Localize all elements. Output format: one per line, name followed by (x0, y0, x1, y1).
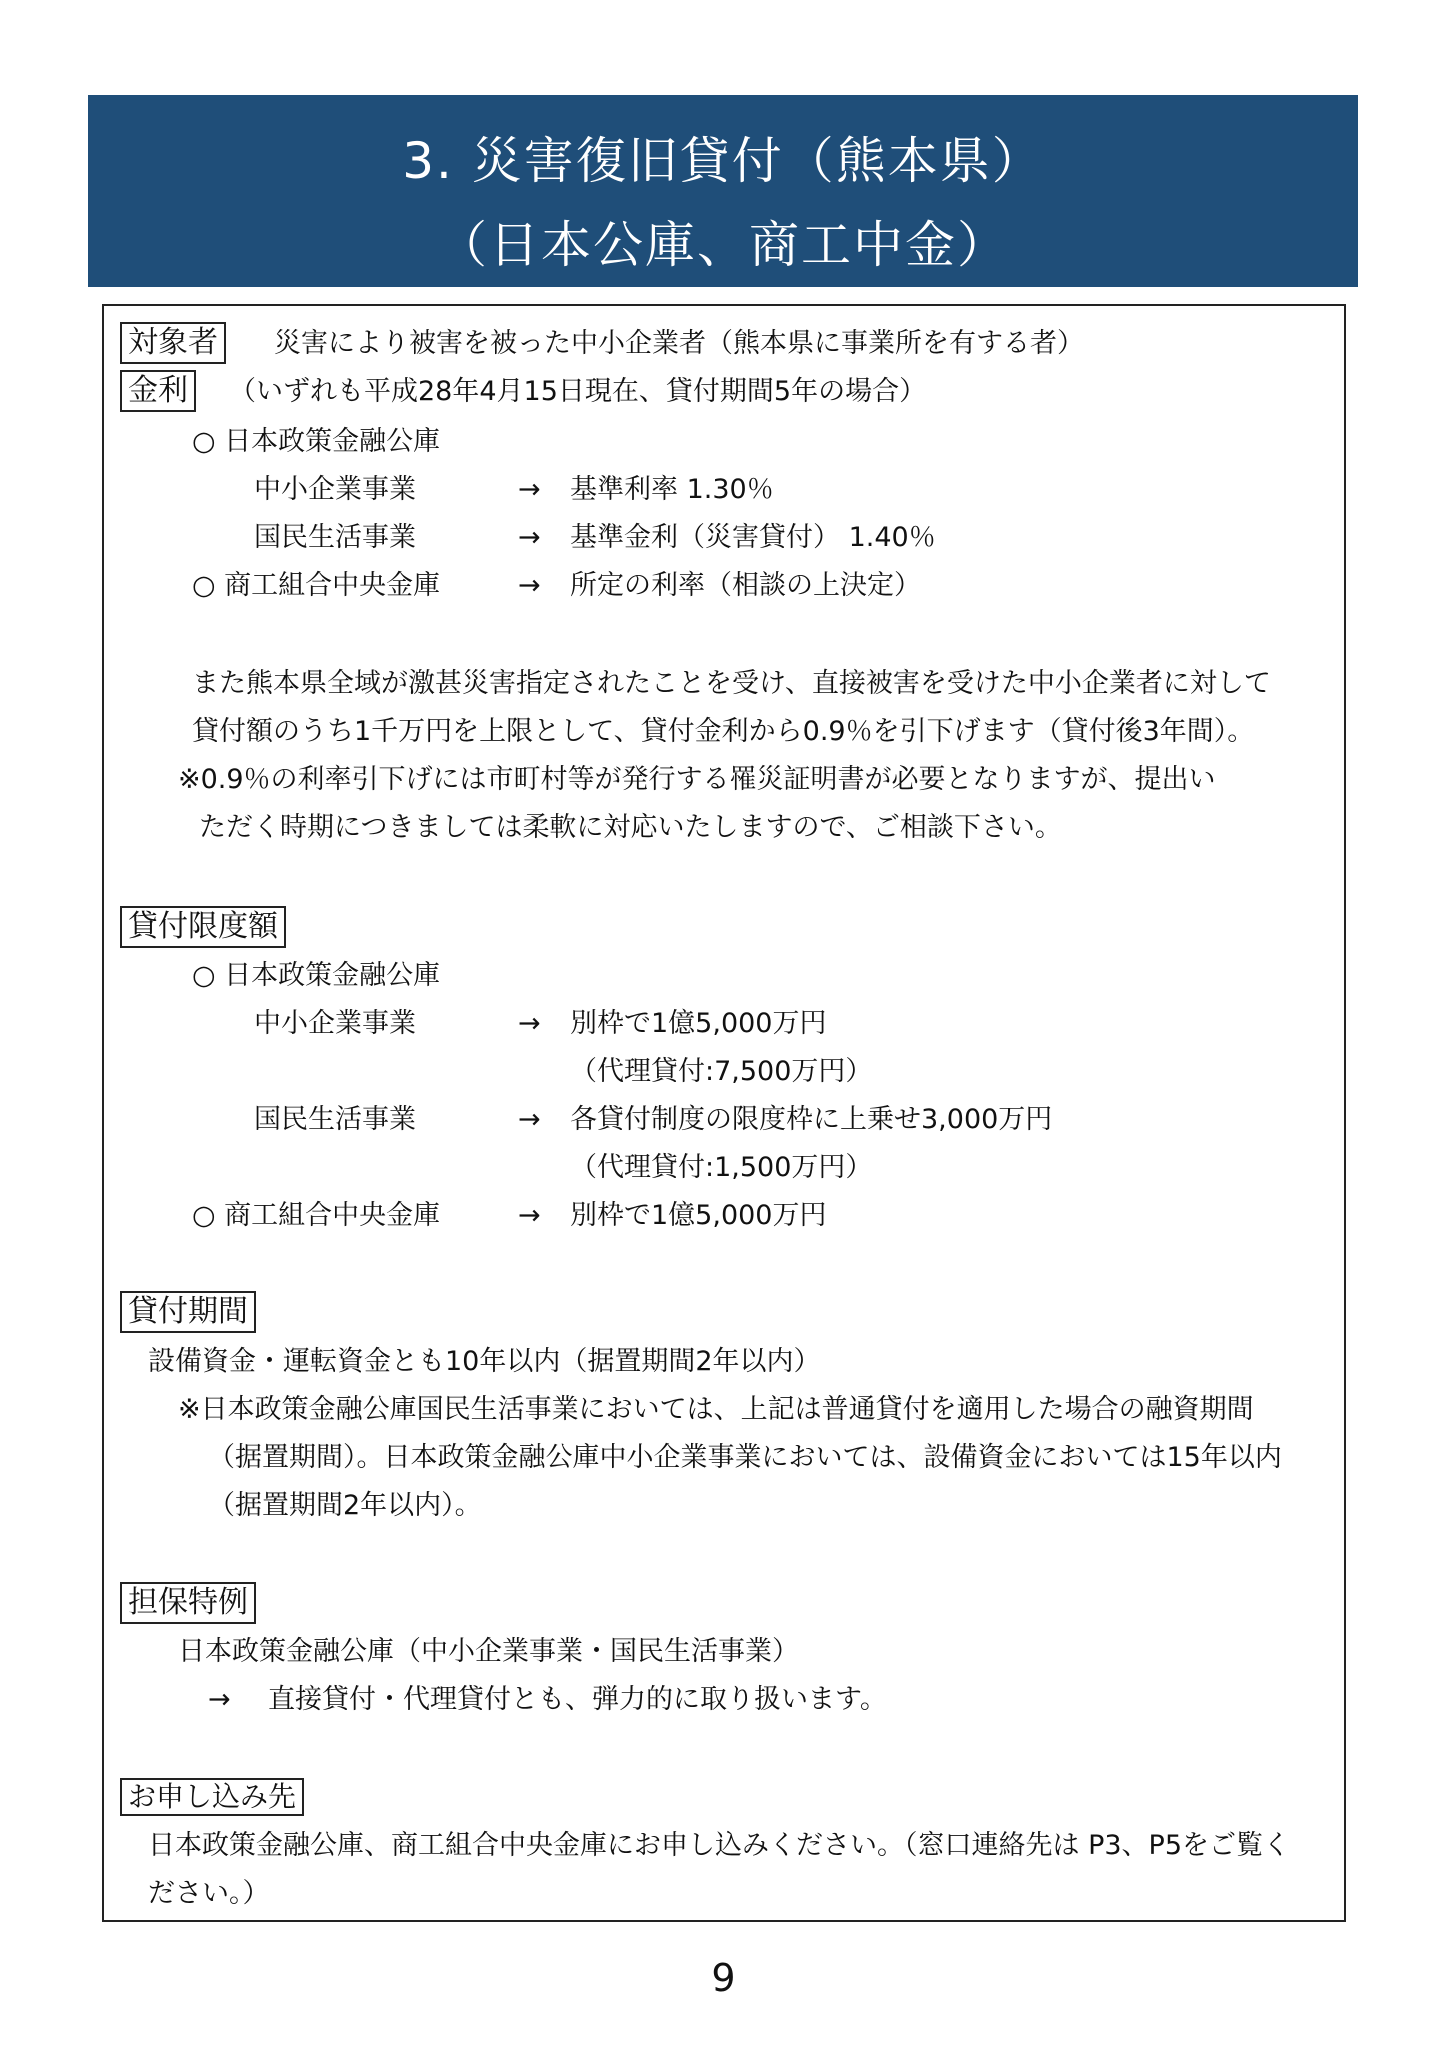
limit-sme-name: 中小企業事業 (254, 1008, 416, 1039)
page-number: 9 (711, 1956, 736, 2000)
limit-ppl-sub: （代理貸付:1,500万円） (570, 1152, 873, 1183)
interest-sme-name: 中小企業事業 (254, 474, 416, 505)
limit-shoko: ○ 商工組合中央金庫 (192, 1200, 441, 1231)
limit-jfc: ○ 日本政策金融公庫 (192, 960, 441, 991)
apply-label: お申し込み先 (120, 1778, 304, 1816)
collateral-detail: 直接貸付・代理貸付とも、弾力的に取り扱います。 (268, 1684, 887, 1715)
interest-jfc: ○ 日本政策金融公庫 (192, 426, 441, 457)
period-note-line1: ※日本政策金融公庫国民生活事業においては、上記は普通貸付を適用した場合の融資期間 (178, 1394, 1254, 1425)
collateral-text: 日本政策金融公庫（中小企業事業・国民生活事業） (178, 1636, 799, 1667)
arrow-icon: → (518, 1200, 541, 1231)
apply-line1: 日本政策金融公庫、商工組合中央金庫にお申し込みください。（窓口連絡先は P3、P5をご覧く (148, 1830, 1291, 1861)
period-text: 設備資金・運転資金とも10年以内（据置期間2年以内） (148, 1346, 821, 1377)
target-label: 対象者 (120, 322, 226, 364)
interest-ppl-value: 基準金利（災害貸付） 1.40％ (570, 522, 936, 553)
period-label: 貸付期間 (120, 1291, 256, 1333)
limit-ppl-name: 国民生活事業 (254, 1104, 416, 1135)
interest-ppl-name: 国民生活事業 (254, 522, 416, 553)
limit-sme-value: 別枠で1億5,000万円 (570, 1008, 827, 1039)
interest-label: 金利 (120, 370, 196, 412)
limit-ppl-value: 各貸付制度の限度枠に上乗せ3,000万円 (570, 1104, 1053, 1135)
period-note-line3: （据置期間2年以内）。 (208, 1490, 482, 1521)
interest-para2-line1: ※0.9％の利率引下げには市町村等が発行する罹災証明書が必要となりますが、提出い (178, 764, 1216, 795)
arrow-icon: → (518, 522, 541, 553)
arrow-icon: → (518, 570, 541, 601)
limit-label: 貸付限度額 (120, 906, 286, 948)
page-header (88, 95, 1358, 287)
arrow-icon: → (208, 1684, 231, 1715)
interest-shoko: ○ 商工組合中央金庫 (192, 570, 441, 601)
interest-para1-line2: 貸付額のうち1千万円を上限として、貸付金利から0.9％を引下げます（貸付後3年間）。 (192, 716, 1255, 747)
arrow-icon: → (518, 474, 541, 505)
interest-para2-line2: ただく時期につきましては柔軟に対応いたしますので、ご相談下さい。 (199, 812, 1062, 843)
apply-line2: ださい。） (148, 1878, 270, 1909)
period-note-line2: （据置期間）。日本政策金融公庫中小企業事業においては、設備資金においては15年以内 (208, 1442, 1282, 1473)
collateral-label: 担保特例 (120, 1582, 256, 1624)
limit-shoko-value: 別枠で1億5,000万円 (570, 1200, 827, 1231)
interest-note: （いずれも平成28年4月15日現在、貸付期間5年の場合） (229, 376, 927, 407)
target-text: 災害により被害を被った中小企業者（熊本県に事業所を有する者） (274, 328, 1084, 359)
page-title: 3. 災害復旧貸付（熊本県） (402, 132, 1044, 190)
page-subtitle: （日本公庫、商工中金） (437, 216, 1009, 274)
interest-sme-value: 基準利率 1.30％ (570, 474, 774, 505)
arrow-icon: → (518, 1104, 541, 1135)
content-box (102, 304, 1346, 1922)
interest-para1-line1: また熊本県全域が激甚災害指定されたことを受け、直接被害を受けた中小企業者に対して (192, 668, 1271, 699)
limit-sme-sub: （代理貸付:7,500万円） (570, 1056, 873, 1087)
interest-shoko-value: 所定の利率（相談の上決定） (570, 570, 921, 601)
arrow-icon: → (518, 1008, 541, 1039)
